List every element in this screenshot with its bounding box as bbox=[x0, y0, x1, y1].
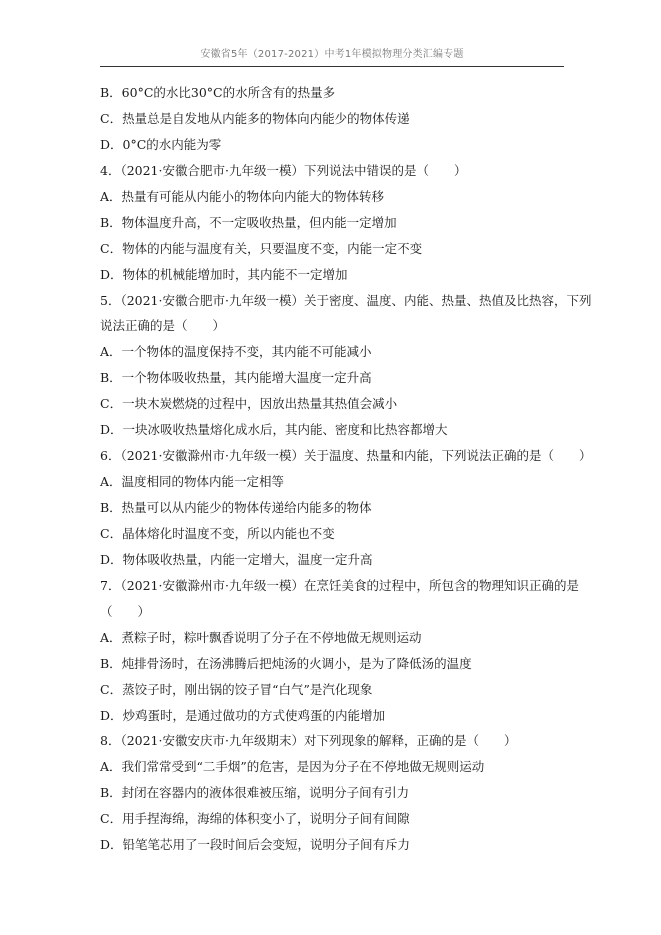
option-line: D．炒鸡蛋时，是通过做功的方式使鸡蛋的内能增加 bbox=[100, 707, 386, 723]
question-stem: 7．（2021·安徽滁州市·九年级一模）在烹饪美食的过程中，所包含的物理知识正确的是 bbox=[100, 577, 579, 593]
option-line: B．物体温度升高，不一定吸收热量，但内能一定增加 bbox=[100, 214, 397, 230]
option-line: C．物体的内能与温度有关，只要温度不变，内能一定不变 bbox=[100, 240, 423, 256]
option-line: A．一个物体的温度保持不变，其内能不可能减小 bbox=[100, 344, 372, 360]
question-stem: 4．（2021·安徽合肥市·九年级一模）下列说法中错误的是（ ） bbox=[100, 162, 467, 178]
option-line: A．热量有可能从内能小的物体向内能大的物体转移 bbox=[100, 188, 385, 204]
option-line: D．一块冰吸收热量熔化成水后，其内能、密度和比热容都增大 bbox=[100, 422, 448, 438]
option-line: D．铅笔笔芯用了一段时间后会变短，说明分子间有斥力 bbox=[100, 837, 411, 853]
option-line: B．一个物体吸收热量，其内能增大温度一定升高 bbox=[100, 370, 372, 386]
option-line: D．0°C的水内能为零 bbox=[100, 136, 222, 152]
option-line: C．蒸饺子时，刚出锅的饺子冒“白气”是汽化现象 bbox=[100, 681, 373, 697]
header-title: 安徽省5年（2017-2021）中考1年模拟物理分类汇编专题 bbox=[200, 49, 464, 60]
option-line: B．60°C的水比30°C的水所含有的热量多 bbox=[100, 85, 336, 100]
option-line: C．一块木炭燃烧的过程中，因放出热量其热值会减小 bbox=[100, 396, 398, 412]
option-line: D．物体的机械能增加时，其内能不一定增加 bbox=[100, 266, 348, 282]
option-line: C．晶体熔化时温度不变，所以内能也不变 bbox=[100, 525, 335, 541]
option-line: B．封闭在容器内的液体很难被压缩，说明分子间有引力 bbox=[100, 785, 410, 801]
question-stem: 6．（2021·安徽滁州市·九年级一模）关于温度、热量和内能，下列说法正确的是（ ） bbox=[100, 448, 592, 464]
question-stem-continued: 说法正确的是（ ） bbox=[100, 318, 226, 334]
option-line: B．热量可以从内能少的物体传递给内能多的物体 bbox=[100, 500, 372, 515]
question-stem-continued: （ ） bbox=[100, 603, 151, 619]
option-line: B．炖排骨汤时，在汤沸腾后把炖汤的火调小，是为了降低汤的温度 bbox=[100, 655, 472, 671]
option-line: A．煮粽子时，粽叶飘香说明了分子在不停地做无规则运动 bbox=[100, 629, 422, 645]
option-line: A．温度相同的物体内能一定相等 bbox=[100, 474, 285, 490]
option-line: A．我们常常受到“二手烟”的危害，是因为分子在不停地做无规则运动 bbox=[100, 759, 485, 775]
question-content bbox=[100, 80, 592, 858]
page-header bbox=[100, 48, 564, 67]
option-line: C．热量总是自发地从内能多的物体向内能少的物体传递 bbox=[100, 110, 410, 126]
question-stem: 5．（2021·安徽合肥市·九年级一模）关于密度、温度、内能、热量、热值及比热容，下列 bbox=[100, 292, 592, 308]
option-line: D．物体吸收热量，内能一定增大，温度一定升高 bbox=[100, 551, 373, 567]
question-stem: 8．（2021·安徽安庆市·九年级期末）对下列现象的解释，正确的是（ ） bbox=[100, 733, 517, 749]
option-line: C．用手捏海绵，海绵的体积变小了，说明分子间有间隙 bbox=[100, 811, 410, 827]
